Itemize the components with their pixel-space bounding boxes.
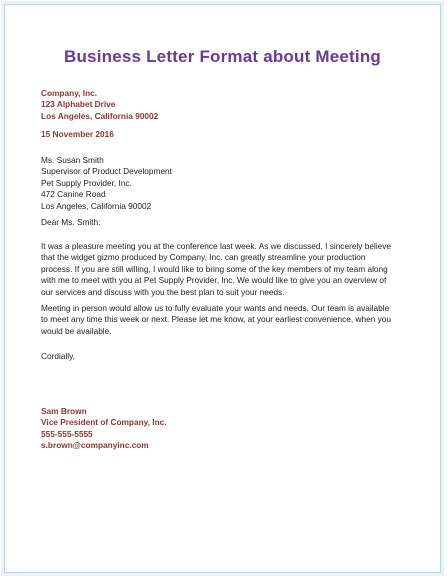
signature-email: s.brown@companyinc.com xyxy=(41,440,149,451)
signature-title: Vice President of Company, Inc. xyxy=(41,417,167,428)
recipient-title: Supervisor of Product Development xyxy=(41,166,172,177)
recipient-address xyxy=(41,155,413,212)
recipient-company: Pet Supply Provider, Inc. xyxy=(41,177,132,188)
sender-address xyxy=(41,88,413,122)
signature-name: Sam Brown xyxy=(41,406,87,416)
signature-phone: 555-555-5555 xyxy=(41,428,93,439)
body-paragraph-1 xyxy=(41,241,413,298)
body-line: It was a pleasure meeting you at the conference last week. As we discussed, I sincerely believe xyxy=(41,241,392,251)
body-line: process. If you are still willing, I would like to bring some of the key members of my team along xyxy=(41,263,388,274)
body-line: with me to meet with you at Pet Supply Provider, Inc. We would like to give you an overview of xyxy=(41,275,387,286)
salutation-block xyxy=(41,217,413,228)
letter-page xyxy=(4,4,441,573)
recipient-city: Los Angeles, California 90002 xyxy=(41,200,152,211)
body-line: to meet any time this week or next. Please let me know, at your earliest convenience, when you xyxy=(41,314,392,325)
body-line: that the widget gizmo produced by Company, Inc. can greatly streamline your production xyxy=(41,252,366,263)
sender-street: 123 Alphabet Drive xyxy=(41,99,116,110)
recipient-street: 472 Canine Road xyxy=(41,189,106,200)
sender-company: Company, Inc. xyxy=(41,88,98,98)
closing: Cordially, xyxy=(41,351,75,361)
salutation: Dear Ms. Smith: xyxy=(41,217,101,227)
body-line: Meeting in person would allow us to fully evaluate your wants and needs. Our team is available xyxy=(41,303,390,313)
sender-city: Los Angeles, California 90002 xyxy=(41,110,159,121)
closing-block xyxy=(41,351,413,362)
body-line: our services and discuss with you the best plan to suit your needs. xyxy=(41,286,285,297)
body-line: would be available. xyxy=(41,325,112,336)
recipient-name: Ms. Susan Smith xyxy=(41,155,104,165)
letter-date: 15 November 2016 xyxy=(41,129,114,139)
body-paragraph-2 xyxy=(41,303,413,337)
signature-block xyxy=(41,406,413,452)
letter-date-block xyxy=(41,129,413,140)
document-title: Business Letter Format about Meeting xyxy=(63,47,382,66)
